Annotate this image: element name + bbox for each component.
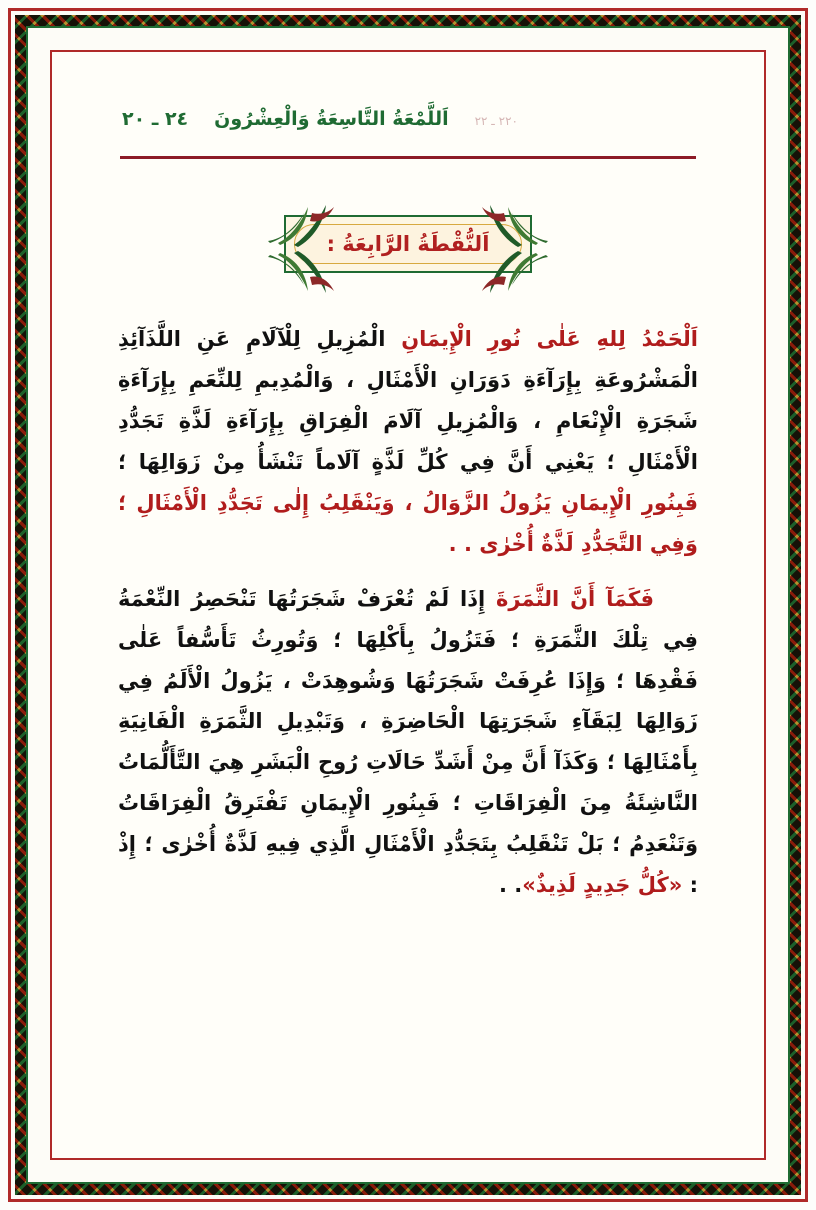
- leaf-ornament-icon: [264, 201, 334, 247]
- section-title: اَلنُّقْطَةُ الرَّابِعَةُ :: [326, 232, 490, 256]
- leaf-ornament-icon: [482, 251, 552, 297]
- closing-quote: «كُلُّ جَدِيدٍ لَذِيذٌ»: [522, 873, 683, 898]
- page-border-inner: [26, 26, 790, 1184]
- paragraph-2-run-1: فَكَمَآ أَنَّ الثَّمَرَةَ: [485, 586, 654, 611]
- header-side-reference: ٢٢٠ ـ ٢٢: [474, 114, 518, 128]
- leaf-ornament-icon: [482, 201, 552, 247]
- closing-dots: . .: [498, 873, 523, 898]
- paragraph-2: [118, 579, 698, 907]
- section-title-ornament: [258, 185, 558, 305]
- paragraph-1-run-1: اَلْحَمْدُ لِلهِ: [580, 327, 698, 351]
- header-page-range: ٢٤ ـ ٢٠: [122, 108, 189, 130]
- paragraph-1: [118, 319, 698, 565]
- paragraph-1-run-2: عَلٰى: [520, 327, 581, 351]
- paragraph-1-run-5: فَبِنُورِ الْإِيمَانِ يَزُولُ الزَّوَالُ ، وَيَنْقَلِبُ إِلٰى تَجَدُّدِ الْأَمْثَالِ ؛ وَفِي التَّجَدُّدِ لَذَّةٌ أُخْرٰى . .: [118, 490, 698, 556]
- page-border-rule: [50, 50, 766, 1160]
- header-divider: [120, 156, 696, 159]
- paragraph-1-run-3: نُورِ الْإِيمَانِ: [385, 327, 521, 351]
- page-content: [82, 82, 734, 1128]
- page-border-outer: [8, 8, 808, 1202]
- page-header: [116, 108, 700, 148]
- page-border-ornament: [15, 15, 801, 1195]
- page-title: اَللَّمْعَةُ التَّاسِعَةُ وَالْعِشْرُونَ: [214, 108, 449, 130]
- paragraph-1-run-4: الْمُزِيلِ لِلْآلَامِ عَنِ اللَّذَآئِذِ الْمَشْرُوعَةِ بِإِرَآءَةِ دَوَرَانِ الْأَمْثَالِ ، وَالْمُدِيمِ لِلنِّعَمِ بِإِرَآءَةِ شَجَرَةِ الْإِنْعَامِ ، وَالْمُزِيلِ آلَامَ الْفِرَاقِ بِإِرَآءَةِ لَذَّةِ تَجَدُّدِ الْأَمْثَالِ ؛ يَعْنِي أَنَّ فِي كُلِّ لَذَّةٍ آلَاماً تَنْشَأُ مِنْ زَوَالِهَا ؛: [118, 327, 698, 474]
- paragraph-2-run-2: إِذَا لَمْ تُعْرَفْ شَجَرَتُهَا تَنْحَصِرُ النِّعْمَةُ فِي تِلْكَ الثَّمَرَةِ ؛ فَتَزُولُ بِأَكْلِهَا ؛ وَتُورِثُ تَأَسُّفاً عَلٰى فَقْدِهَا ؛ وَإِذَا عُرِفَتْ شَجَرَتُهَا وَشُوهِدَتْ ، يَزُولُ الْأَلَمُ فِي زَوَالِهَا لِبَقَآءِ شَجَرَتِهَا الْحَاضِرَةِ ، وَتَبْدِيلِ الثَّمَرَةِ الْفَانِيَةِ بِأَمْثَالِهَا ؛ وَكَذَآ أَنَّ مِنْ أَشَدِّ حَالَاتِ رُوحِ الْبَشَرِ هِيَ التَّأَلُّمَاتُ النَّاشِئَةُ مِنَ الْفِرَاقَاتِ ؛ فَبِنُورِ الْإِيمَانِ تَفْتَرِقُ الْفِرَاقَاتُ وَتَنْعَدِمُ ؛ بَلْ تَنْقَلِبُ بِتَجَدُّدِ الْأَمْثَالِ الَّذِي فِيهِ لَذَّةٌ أُخْرٰى ؛ إِذْ :: [118, 586, 698, 898]
- leaf-ornament-icon: [264, 251, 334, 297]
